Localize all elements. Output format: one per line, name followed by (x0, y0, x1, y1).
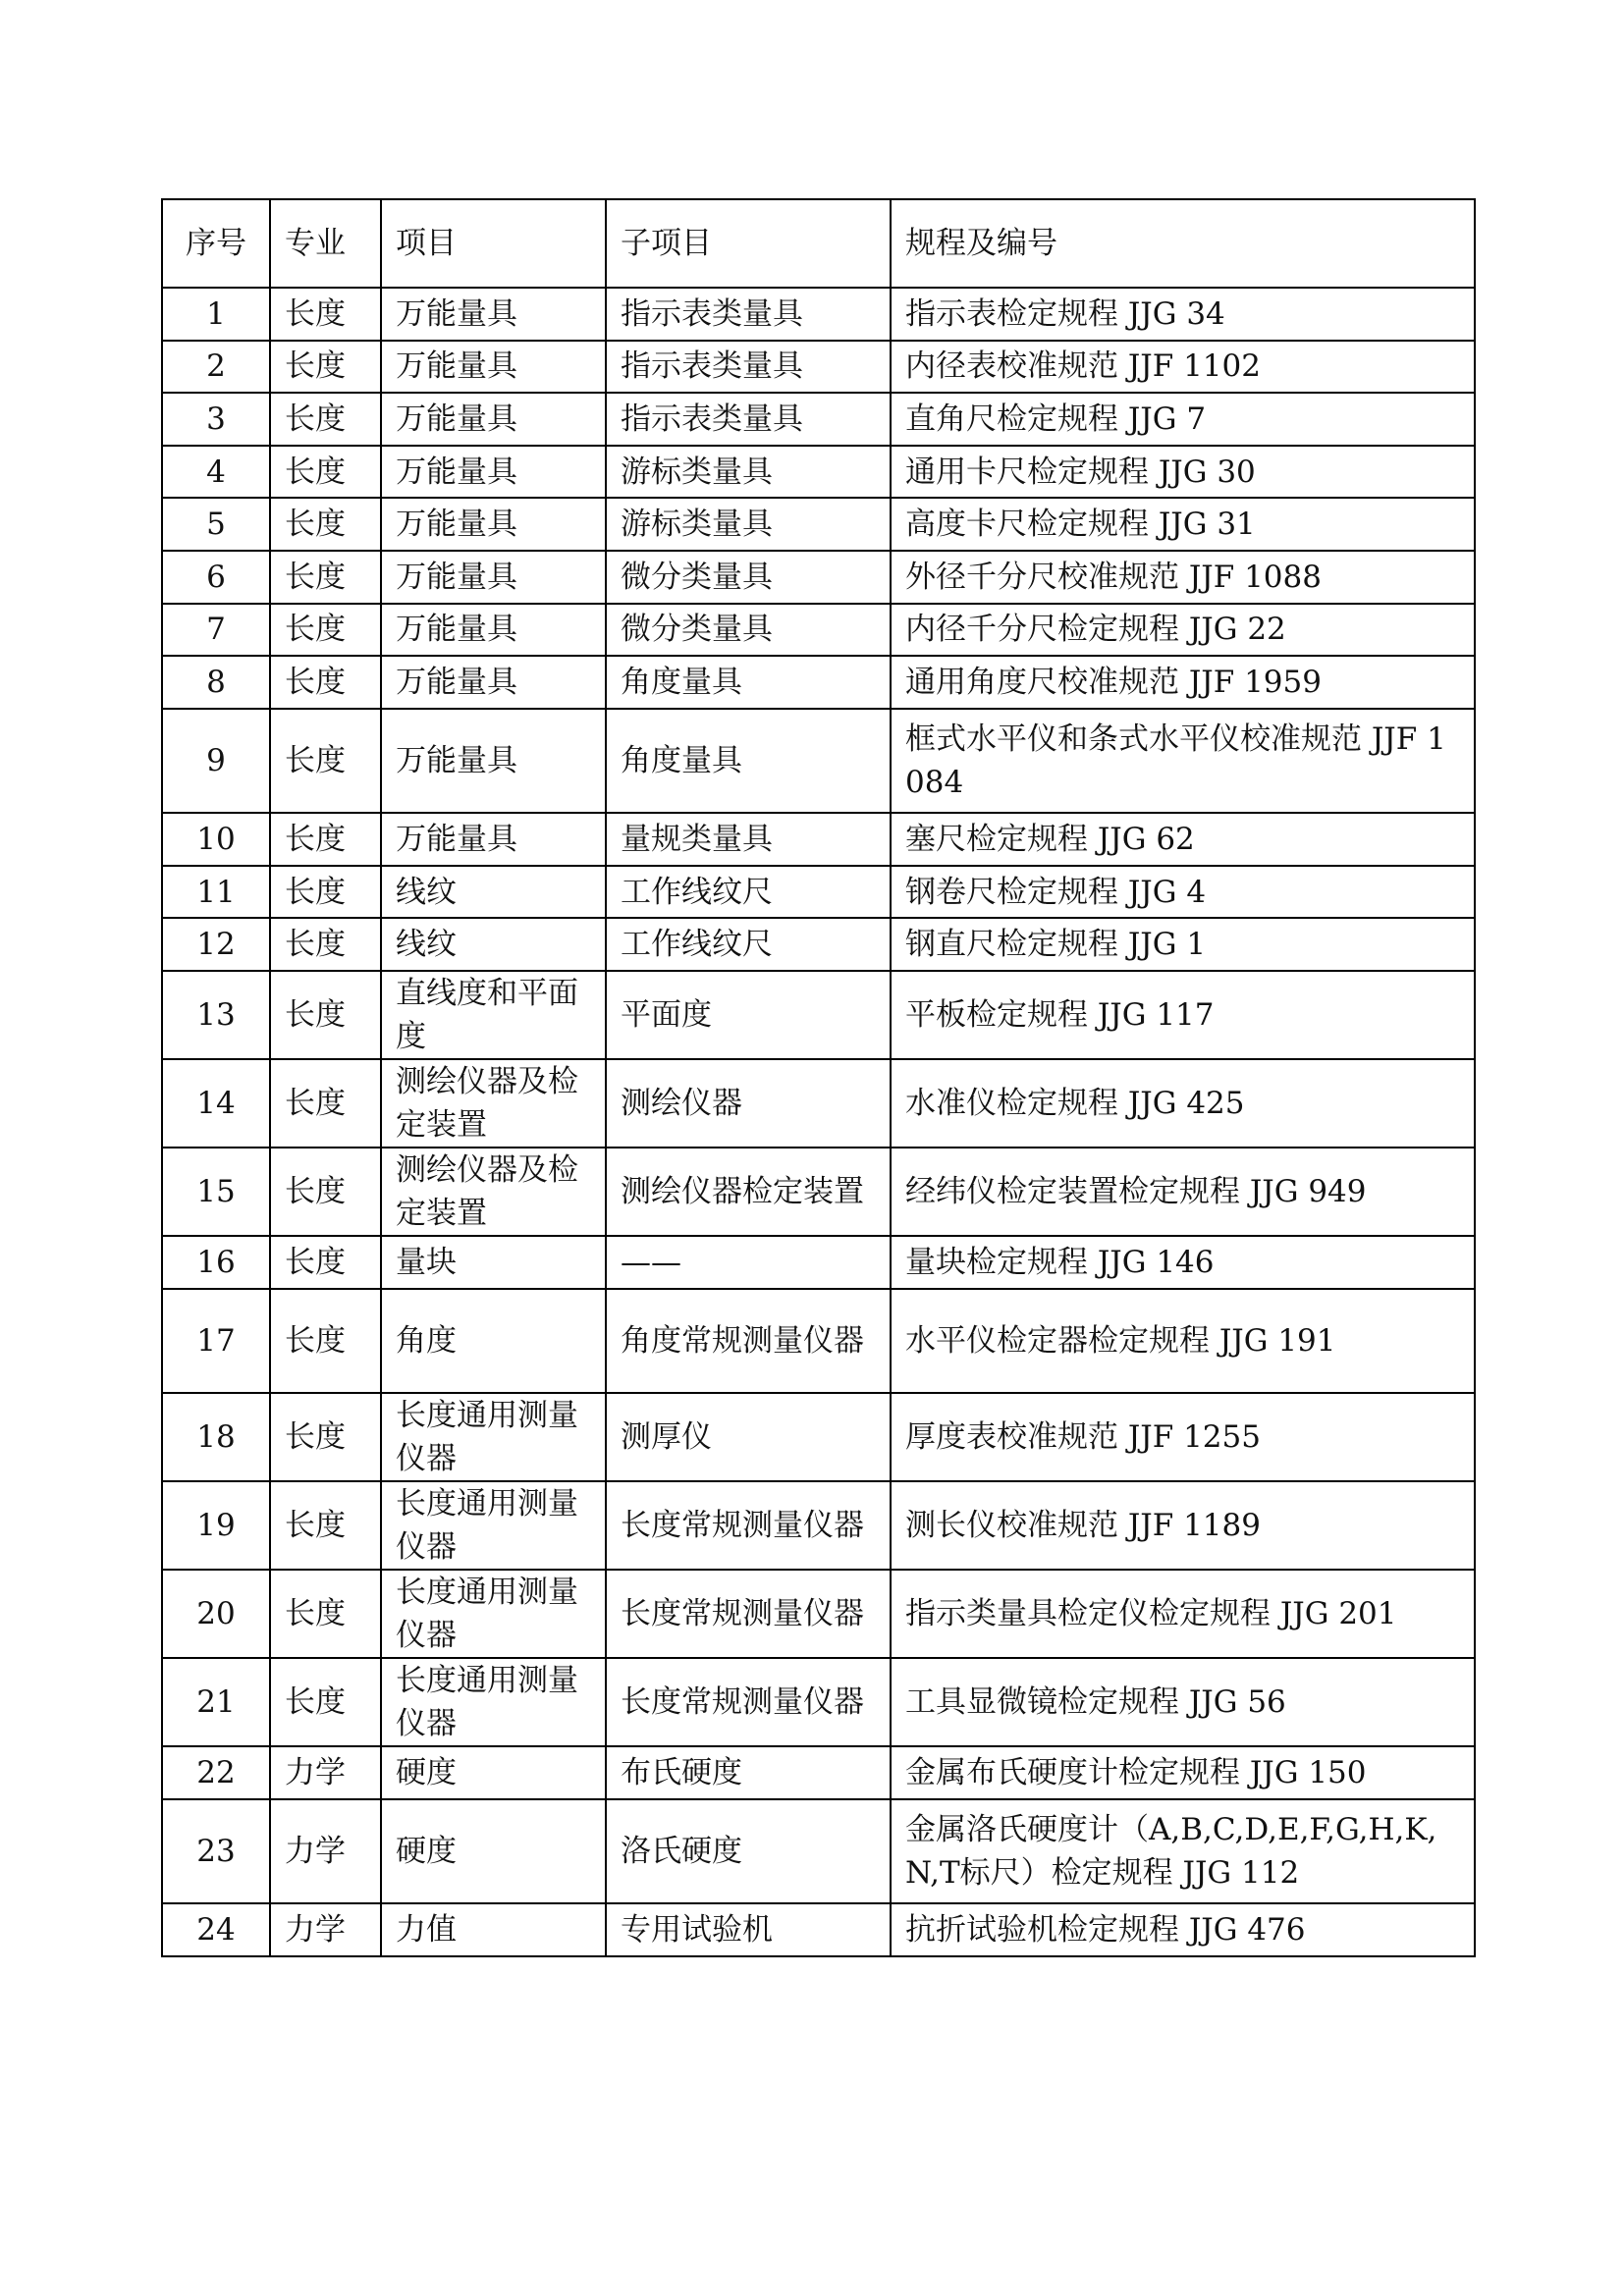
cell-regulation: 水平仪检定器检定规程 JJG 191 (891, 1289, 1475, 1394)
table-row (162, 1799, 1475, 1904)
cell-project: 直线度和平面度 (381, 971, 606, 1059)
cell-regulation: 指示类量具检定仪检定规程 JJG 201 (891, 1570, 1475, 1658)
cell-seq: 17 (162, 1289, 270, 1394)
cell-regulation: 平板检定规程 JJG 117 (891, 971, 1475, 1059)
cell-project: 万能量具 (381, 551, 606, 604)
cell-seq: 12 (162, 918, 270, 971)
table-row (162, 1289, 1475, 1394)
cell-seq: 11 (162, 866, 270, 919)
cell-project: 线纹 (381, 918, 606, 971)
table-row (162, 551, 1475, 604)
cell-regulation: 水准仪检定规程 JJG 425 (891, 1059, 1475, 1148)
cell-major: 长度 (270, 1236, 381, 1289)
cell-subproject: 游标类量具 (606, 446, 891, 499)
cell-subproject: 长度常规测量仪器 (606, 1658, 891, 1746)
cell-subproject: 长度常规测量仪器 (606, 1481, 891, 1570)
cell-project: 量块 (381, 1236, 606, 1289)
cell-regulation: 钢卷尺检定规程 JJG 4 (891, 866, 1475, 919)
cell-major: 长度 (270, 709, 381, 814)
cell-seq: 21 (162, 1658, 270, 1746)
cell-seq: 1 (162, 288, 270, 341)
cell-major: 长度 (270, 971, 381, 1059)
cell-major: 长度 (270, 604, 381, 657)
cell-regulation: 直角尺检定规程 JJG 7 (891, 393, 1475, 446)
cell-regulation: 框式水平仪和条式水平仪校准规范 JJF 1084 (891, 709, 1475, 814)
standards-table (161, 198, 1476, 1957)
cell-major: 长度 (270, 551, 381, 604)
cell-seq: 19 (162, 1481, 270, 1570)
cell-seq: 24 (162, 1903, 270, 1956)
table-row (162, 709, 1475, 814)
cell-major: 长度 (270, 866, 381, 919)
cell-regulation: 厚度表校准规范 JJF 1255 (891, 1393, 1475, 1481)
cell-regulation: 工具显微镜检定规程 JJG 56 (891, 1658, 1475, 1746)
table-row (162, 393, 1475, 446)
cell-subproject: 角度量具 (606, 709, 891, 814)
cell-project: 硬度 (381, 1799, 606, 1904)
cell-subproject: 平面度 (606, 971, 891, 1059)
cell-seq: 3 (162, 393, 270, 446)
table-row (162, 1658, 1475, 1746)
cell-seq: 13 (162, 971, 270, 1059)
cell-project: 万能量具 (381, 446, 606, 499)
cell-subproject: 角度量具 (606, 656, 891, 709)
table-row (162, 1236, 1475, 1289)
cell-major: 长度 (270, 1393, 381, 1481)
cell-subproject: 量规类量具 (606, 813, 891, 866)
cell-subproject: 角度常规测量仪器 (606, 1289, 891, 1394)
cell-seq: 20 (162, 1570, 270, 1658)
cell-project: 万能量具 (381, 393, 606, 446)
cell-subproject: 测绘仪器 (606, 1059, 891, 1148)
cell-regulation: 金属洛氏硬度计（A,B,C,D,E,F,G,H,K,N,T标尺）检定规程 JJG 112 (891, 1799, 1475, 1904)
cell-seq: 14 (162, 1059, 270, 1148)
cell-major: 长度 (270, 288, 381, 341)
cell-seq: 8 (162, 656, 270, 709)
table-row (162, 498, 1475, 551)
cell-subproject: 长度常规测量仪器 (606, 1570, 891, 1658)
cell-seq: 9 (162, 709, 270, 814)
cell-subproject: 专用试验机 (606, 1903, 891, 1956)
cell-project: 测绘仪器及检定装置 (381, 1059, 606, 1148)
cell-major: 力学 (270, 1746, 381, 1799)
cell-subproject: 微分类量具 (606, 551, 891, 604)
cell-subproject: 工作线纹尺 (606, 918, 891, 971)
cell-regulation: 内径表校准规范 JJF 1102 (891, 341, 1475, 394)
cell-major: 力学 (270, 1799, 381, 1904)
cell-seq: 23 (162, 1799, 270, 1904)
cell-seq: 7 (162, 604, 270, 657)
table-row (162, 1148, 1475, 1236)
cell-major: 长度 (270, 1570, 381, 1658)
cell-major: 长度 (270, 813, 381, 866)
cell-subproject: 微分类量具 (606, 604, 891, 657)
cell-project: 万能量具 (381, 656, 606, 709)
header-major: 专业 (270, 199, 381, 288)
cell-subproject: 指示表类量具 (606, 341, 891, 394)
cell-major: 长度 (270, 498, 381, 551)
table-row (162, 1481, 1475, 1570)
cell-seq: 2 (162, 341, 270, 394)
cell-project: 万能量具 (381, 288, 606, 341)
cell-major: 长度 (270, 1148, 381, 1236)
cell-regulation: 通用角度尺校准规范 JJF 1959 (891, 656, 1475, 709)
cell-regulation: 抗折试验机检定规程 JJG 476 (891, 1903, 1475, 1956)
header-regulation: 规程及编号 (891, 199, 1475, 288)
cell-major: 长度 (270, 341, 381, 394)
cell-project: 万能量具 (381, 604, 606, 657)
table-row (162, 1903, 1475, 1956)
cell-project: 万能量具 (381, 709, 606, 814)
cell-regulation: 通用卡尺检定规程 JJG 30 (891, 446, 1475, 499)
table-header-row (162, 199, 1475, 288)
cell-project: 万能量具 (381, 498, 606, 551)
cell-seq: 15 (162, 1148, 270, 1236)
table-row (162, 971, 1475, 1059)
cell-project: 长度通用测量仪器 (381, 1570, 606, 1658)
cell-seq: 4 (162, 446, 270, 499)
cell-subproject: 指示表类量具 (606, 288, 891, 341)
table-row (162, 1570, 1475, 1658)
cell-major: 长度 (270, 918, 381, 971)
cell-project: 测绘仪器及检定装置 (381, 1148, 606, 1236)
table-row (162, 918, 1475, 971)
cell-regulation: 高度卡尺检定规程 JJG 31 (891, 498, 1475, 551)
cell-major: 长度 (270, 1481, 381, 1570)
table-row (162, 1059, 1475, 1148)
cell-regulation: 塞尺检定规程 JJG 62 (891, 813, 1475, 866)
cell-subproject: 布氏硬度 (606, 1746, 891, 1799)
cell-seq: 18 (162, 1393, 270, 1481)
cell-project: 力值 (381, 1903, 606, 1956)
cell-regulation: 内径千分尺检定规程 JJG 22 (891, 604, 1475, 657)
cell-seq: 5 (162, 498, 270, 551)
cell-regulation: 经纬仪检定装置检定规程 JJG 949 (891, 1148, 1475, 1236)
cell-seq: 22 (162, 1746, 270, 1799)
cell-project: 长度通用测量仪器 (381, 1658, 606, 1746)
table-row (162, 288, 1475, 341)
cell-project: 万能量具 (381, 813, 606, 866)
cell-major: 长度 (270, 1059, 381, 1148)
header-seq: 序号 (162, 199, 270, 288)
cell-major: 长度 (270, 1289, 381, 1394)
table-body (162, 199, 1475, 1956)
cell-regulation: 测长仪校准规范 JJF 1189 (891, 1481, 1475, 1570)
table-row (162, 1746, 1475, 1799)
cell-seq: 6 (162, 551, 270, 604)
cell-subproject: 测厚仪 (606, 1393, 891, 1481)
cell-subproject: 游标类量具 (606, 498, 891, 551)
cell-seq: 16 (162, 1236, 270, 1289)
cell-regulation: 量块检定规程 JJG 146 (891, 1236, 1475, 1289)
cell-project: 长度通用测量仪器 (381, 1481, 606, 1570)
cell-project: 万能量具 (381, 341, 606, 394)
table-row (162, 341, 1475, 394)
cell-major: 长度 (270, 393, 381, 446)
header-subproject: 子项目 (606, 199, 891, 288)
cell-regulation: 指示表检定规程 JJG 34 (891, 288, 1475, 341)
cell-project: 角度 (381, 1289, 606, 1394)
header-project: 项目 (381, 199, 606, 288)
cell-major: 力学 (270, 1903, 381, 1956)
cell-regulation: 金属布氏硬度计检定规程 JJG 150 (891, 1746, 1475, 1799)
cell-project: 硬度 (381, 1746, 606, 1799)
table-row (162, 656, 1475, 709)
cell-major: 长度 (270, 446, 381, 499)
cell-subproject: 洛氏硬度 (606, 1799, 891, 1904)
cell-project: 长度通用测量仪器 (381, 1393, 606, 1481)
cell-subproject: 测绘仪器检定装置 (606, 1148, 891, 1236)
table-row (162, 1393, 1475, 1481)
cell-major: 长度 (270, 1658, 381, 1746)
table-row (162, 604, 1475, 657)
table-row (162, 866, 1475, 919)
table-row (162, 446, 1475, 499)
table-row (162, 813, 1475, 866)
cell-project: 线纹 (381, 866, 606, 919)
cell-major: 长度 (270, 656, 381, 709)
cell-regulation: 钢直尺检定规程 JJG 1 (891, 918, 1475, 971)
cell-regulation: 外径千分尺校准规范 JJF 1088 (891, 551, 1475, 604)
cell-subproject: 工作线纹尺 (606, 866, 891, 919)
cell-seq: 10 (162, 813, 270, 866)
cell-subproject: 指示表类量具 (606, 393, 891, 446)
cell-subproject: —— (606, 1236, 891, 1289)
